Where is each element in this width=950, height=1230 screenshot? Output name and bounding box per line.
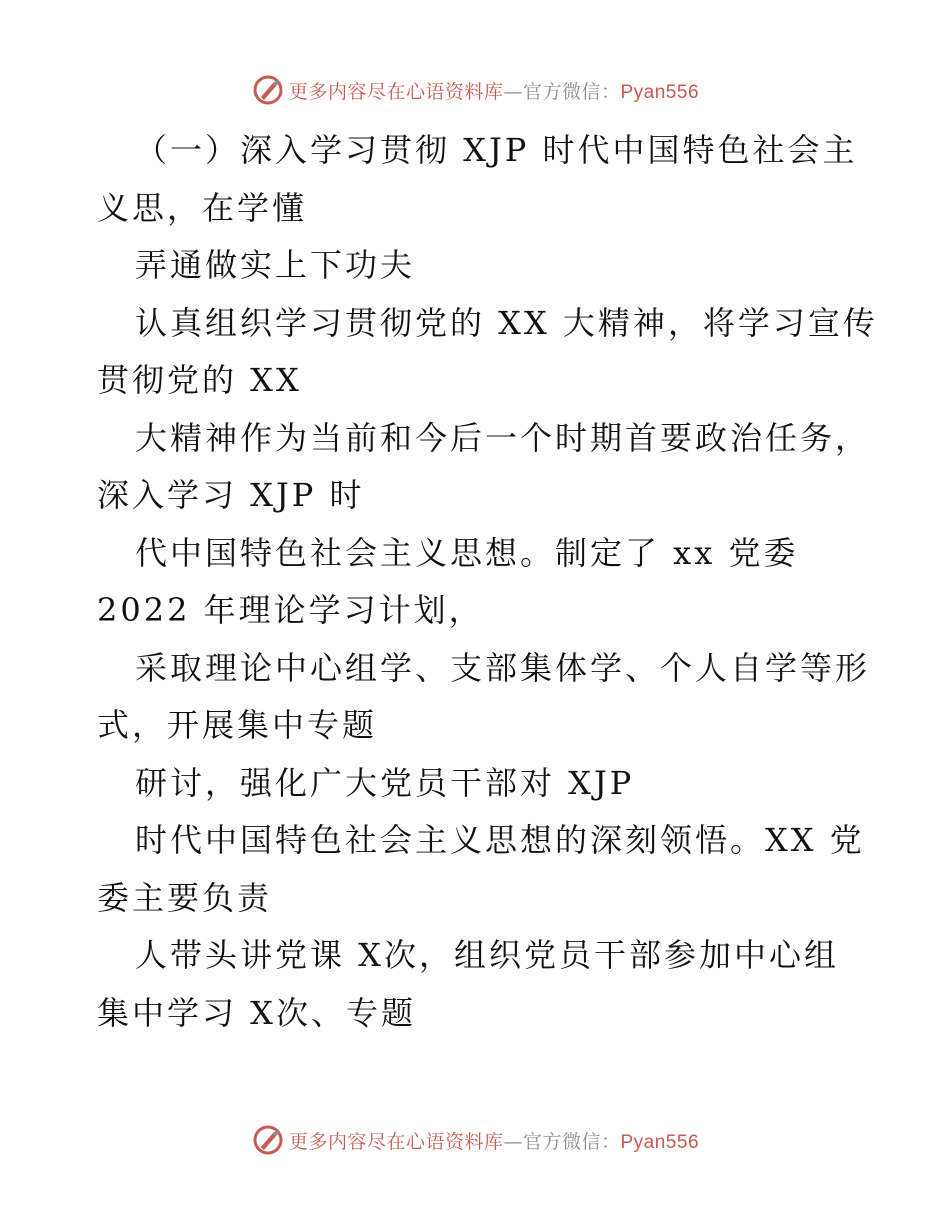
- text-line: （一）深入学习贯彻 XJP 时代中国特色社会主: [135, 131, 858, 169]
- watermark-official: 官方微信：: [522, 1130, 621, 1153]
- watermark-account: Pyan556: [620, 1131, 700, 1153]
- watermark-brand: 更多内容尽在心语资料库: [288, 80, 504, 103]
- text-line: 时代中国特色社会主义思想的深刻领悟。XX 党: [135, 821, 865, 859]
- brand-logo-icon: [251, 73, 285, 107]
- text-line: 研讨，强化广大党员干部对 XJP: [135, 763, 635, 802]
- text-line: 人带头讲党课 X次，组织党员干部参加中心组: [135, 936, 839, 974]
- brand-logo-icon: [251, 1123, 285, 1157]
- watermark-official: 官方微信：: [522, 80, 621, 103]
- watermark-header: [0, 70, 950, 110]
- text-line: 代中国特色社会主义思想。制定了 xx 党委: [135, 533, 799, 572]
- text-line: 2022 年理论学习计划，: [97, 591, 484, 629]
- watermark-footer: [0, 1120, 950, 1160]
- text-line: 贯彻党的 XX: [97, 361, 302, 399]
- text-line: 委主要负责: [97, 878, 273, 917]
- watermark-account: Pyan556: [620, 81, 700, 103]
- text-line: 义思，在学懂: [97, 188, 308, 227]
- text-line: 认真组织学习贯彻党的 XX 大精神，将学习宣传: [135, 303, 878, 342]
- text-line: 深入学习 XJP 时: [97, 476, 365, 514]
- text-line: 式，开展集中专题: [97, 706, 378, 744]
- text-line: 弄通做实上下功夫: [135, 246, 416, 284]
- text-line: 采取理论中心组学、支部集体学、个人自学等形: [135, 648, 871, 687]
- text-line: 集中学习 X次、专题: [97, 993, 416, 1032]
- watermark-dash: —: [503, 1130, 523, 1153]
- watermark-brand: 更多内容尽在心语资料库: [288, 1130, 504, 1153]
- watermark-dash: —: [503, 80, 523, 103]
- text-line: 大精神作为当前和今后一个时期首要政治任务，: [135, 418, 871, 457]
- document-body: [97, 122, 878, 1042]
